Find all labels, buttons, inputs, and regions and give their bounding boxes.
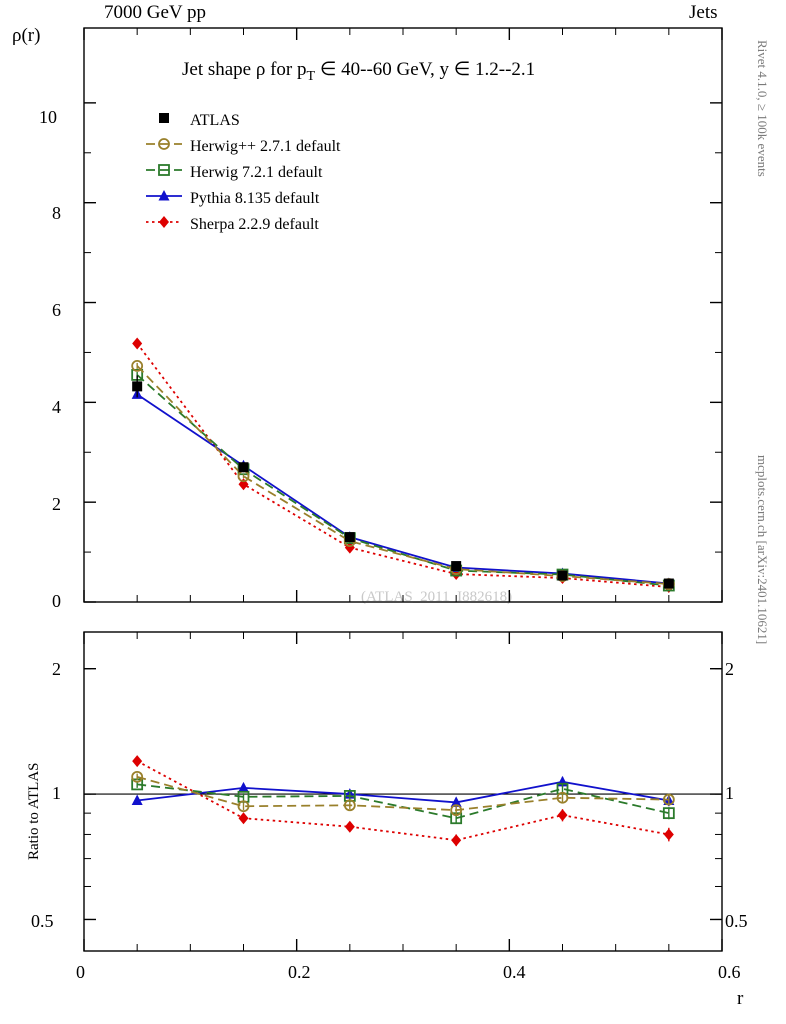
main-panel-frame (84, 28, 722, 602)
ratio-ytick-2-left: 2 (52, 659, 61, 679)
main-ytick-0: 0 (52, 591, 61, 611)
marker-square (159, 113, 169, 123)
legend-label-herwigpp: Herwig++ 2.7.1 default (190, 138, 341, 155)
header-left-label: 7000 GeV pp (104, 2, 207, 23)
marker-diamond (345, 821, 355, 833)
xtick-02: 0.2 (288, 962, 311, 982)
plot-title-subscript: T (306, 68, 316, 84)
marker-square (132, 381, 142, 391)
main-series-pythia (132, 388, 675, 588)
marker-diamond (558, 809, 568, 821)
series-line (137, 343, 669, 587)
marker-square (558, 571, 568, 581)
marker-diamond (132, 337, 142, 349)
ratio-ytick-1-left: 1 (52, 783, 61, 803)
main-series-atlas (132, 375, 674, 588)
main-ytick-4: 4 (52, 397, 61, 417)
ratio-panel-frame (84, 632, 722, 951)
ratio-ytick-05-right: 0.5 (725, 911, 748, 931)
marker-diamond (239, 812, 249, 824)
legend-label-sherpa: Sherpa 2.2.9 default (190, 216, 319, 233)
series-line (137, 761, 669, 840)
marker-triangle (238, 782, 249, 793)
series-line (137, 784, 669, 818)
marker-diamond (664, 828, 674, 840)
series-line (137, 375, 669, 586)
plot-title-pre: Jet shape ρ for p (182, 59, 307, 80)
xtick-04: 0.4 (503, 962, 526, 982)
marker-diamond (451, 834, 461, 846)
ratio-ytick-05-left: 0.5 (31, 911, 54, 931)
main-y-axis-label: ρ(r) (12, 25, 41, 46)
ratio-series-sherpa (132, 755, 674, 846)
x-axis-label: r (737, 988, 744, 1009)
main-ytick-6: 6 (52, 300, 61, 320)
main-ytick-8: 8 (52, 203, 61, 223)
plot-title-post: ∈ 40--60 GeV, y ∈ 1.2--2.1 (315, 59, 536, 80)
main-ytick-10: 10 (39, 107, 57, 127)
header-right-label: Jets (689, 2, 718, 23)
ratio-ytick-1-right: 1 (725, 783, 734, 803)
marker-diamond (132, 755, 142, 767)
main-ytick-2: 2 (52, 494, 61, 514)
ratio-y-axis-label: Ratio to ATLAS (26, 762, 42, 860)
marker-diamond (159, 216, 169, 228)
mcplots-source-label: mcplots.cern.ch [arXiv:2401.10621] (755, 455, 770, 645)
marker-square (239, 462, 249, 472)
legend (146, 113, 182, 228)
rivet-version-label: Rivet 4.1.0, ≥ 100k events (755, 40, 770, 177)
legend-label-atlas: ATLAS (190, 112, 240, 129)
xtick-0: 0 (76, 962, 85, 982)
marker-square (345, 532, 355, 542)
analysis-id-watermark: (ATLAS_2011_I882618) (361, 589, 513, 605)
series-line (137, 366, 669, 584)
marker-square (451, 561, 461, 571)
ratio-ytick-2-right: 2 (725, 659, 734, 679)
main-series-herwig (132, 370, 674, 591)
legend-label-pythia8: Pythia 8.135 default (190, 190, 320, 207)
xtick-06: 0.6 (718, 962, 741, 982)
legend-label-herwig7: Herwig 7.2.1 default (190, 164, 323, 181)
series-line (137, 782, 669, 803)
marker-square (664, 579, 674, 589)
